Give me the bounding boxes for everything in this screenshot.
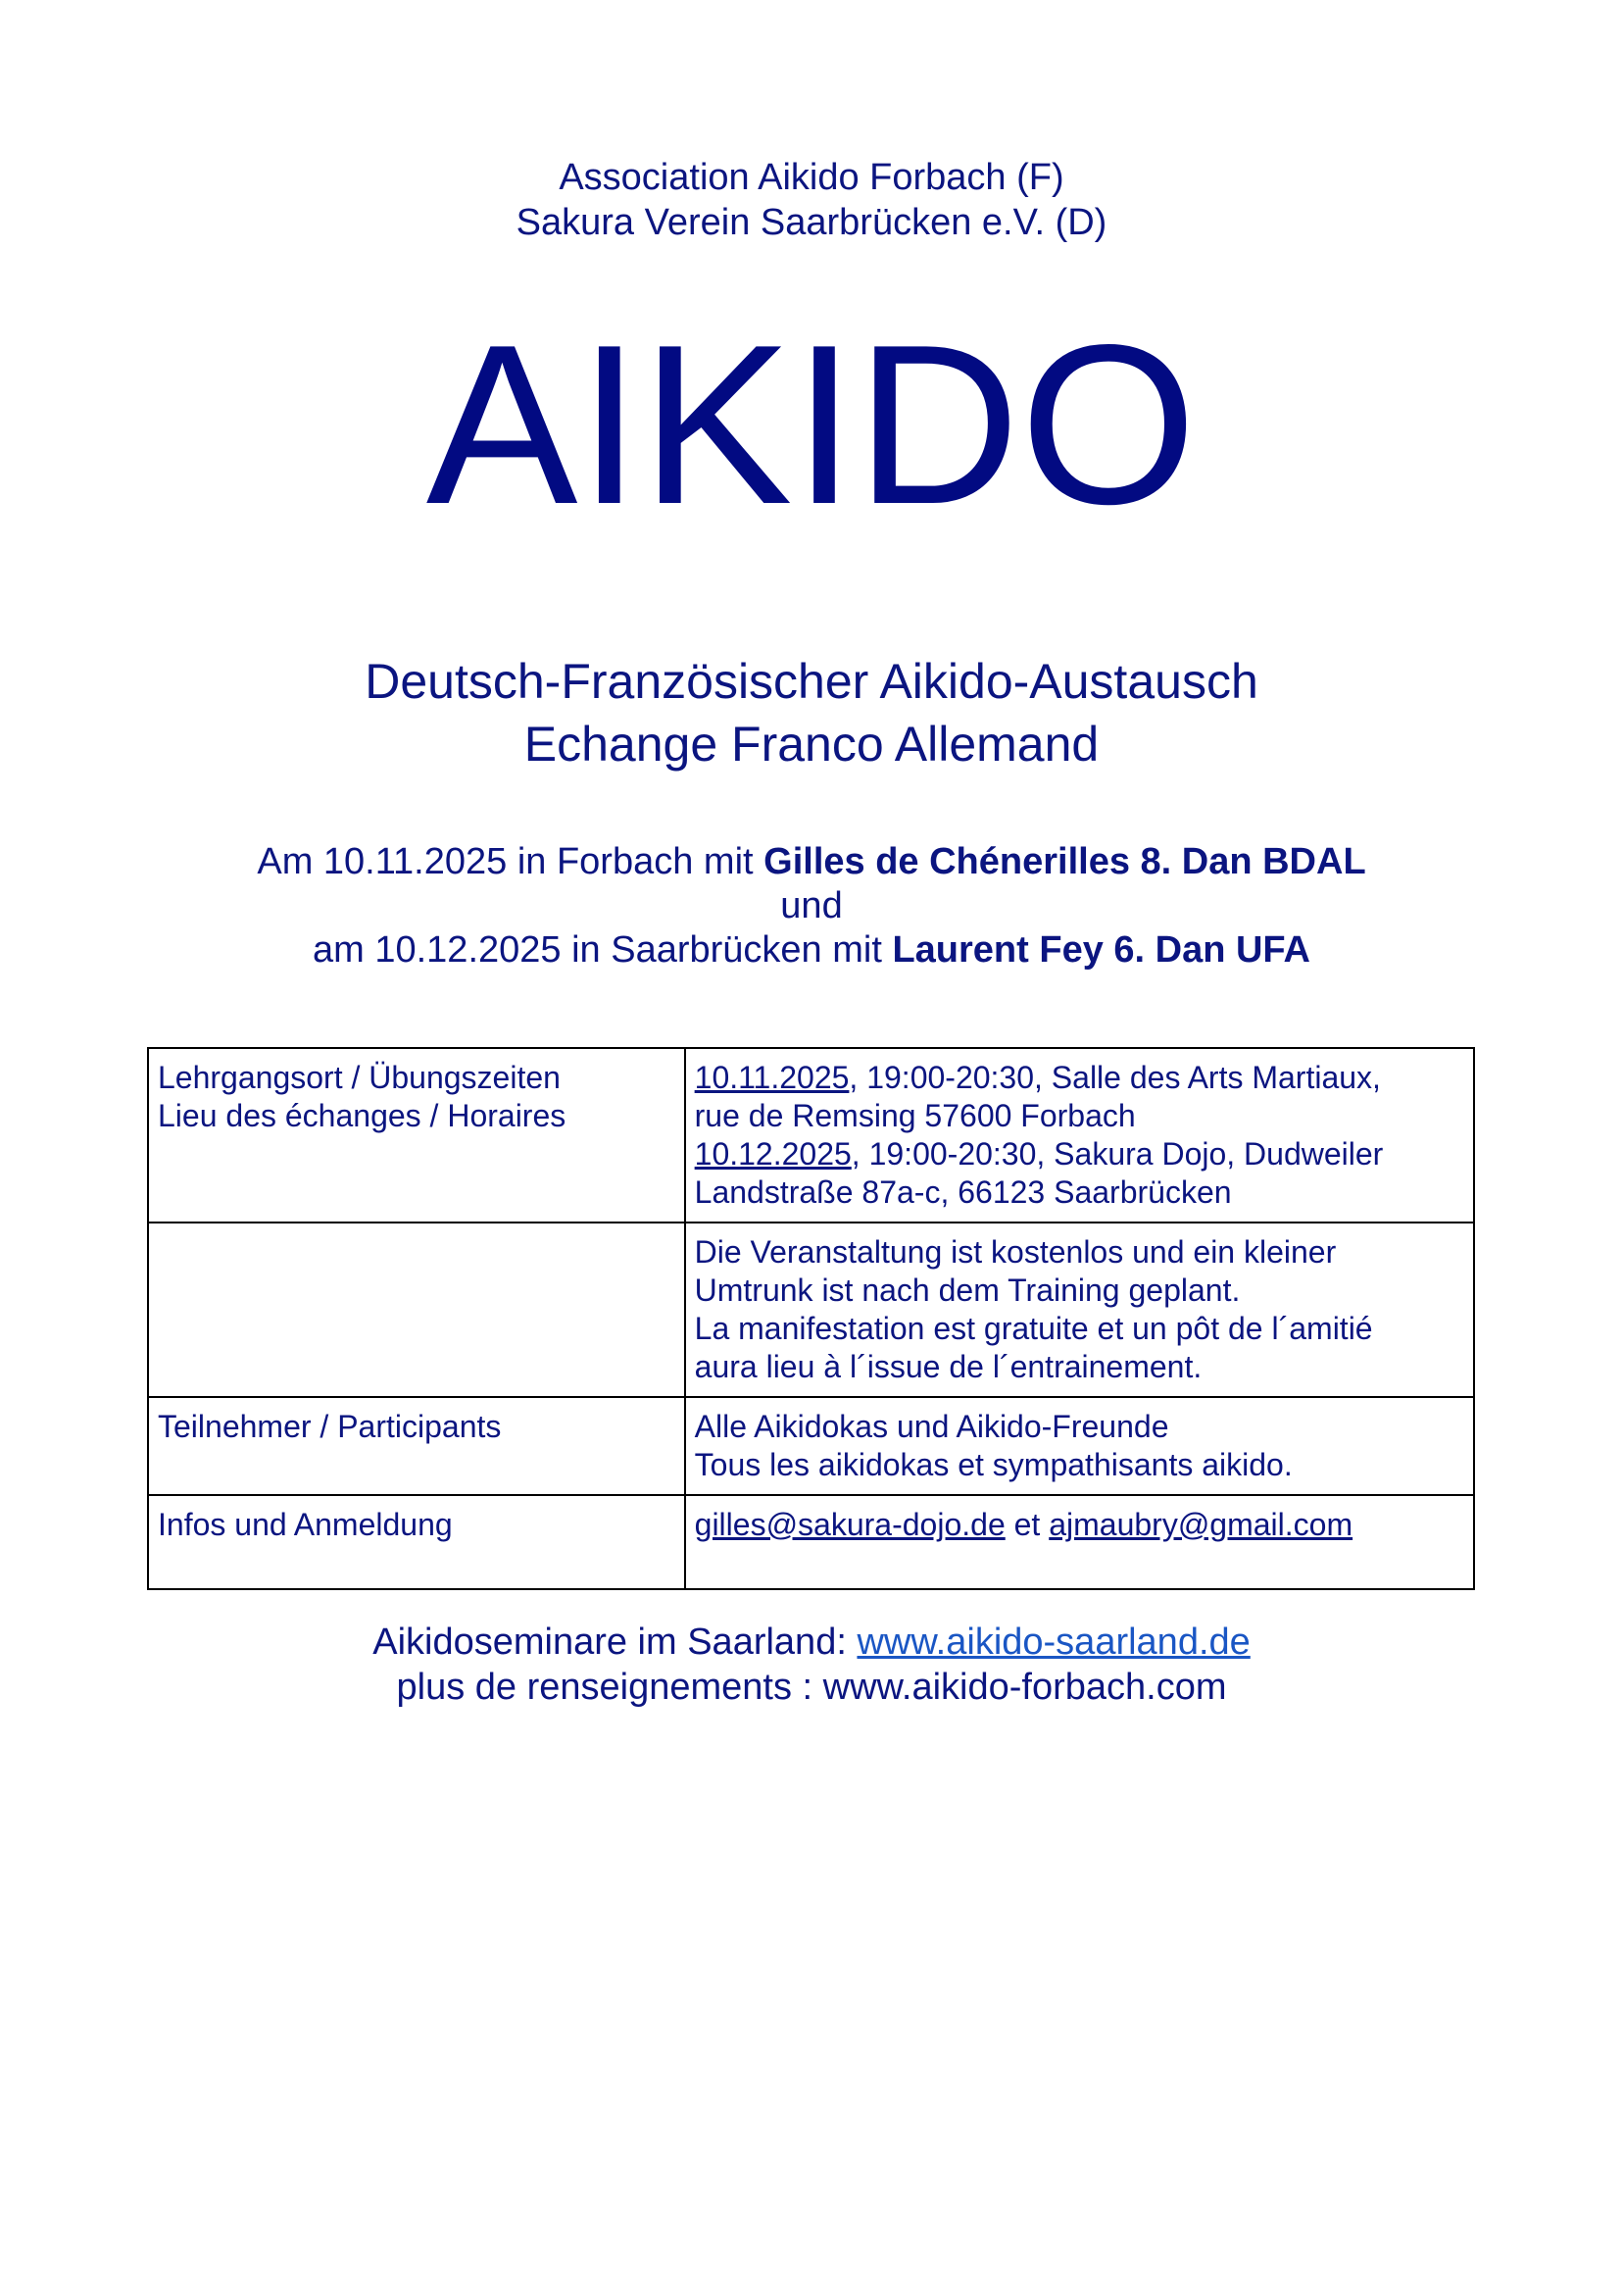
participants-value-cell: [685, 1397, 1474, 1495]
aikido-saarland-link[interactable]: www.aikido-saarland.de: [857, 1622, 1251, 1663]
table-row-cost: [148, 1223, 1474, 1397]
session-forbach-address: rue de Remsing 57600 Forbach: [694, 1098, 1136, 1133]
trainer-saarbruecken: Laurent Fey 6. Dan UFA: [892, 929, 1310, 971]
date-line-saarbruecken: [0, 927, 1623, 973]
cost-fr-line1: La manifestation est gratuite et un pôt de l´amitié: [694, 1311, 1373, 1346]
date-line-and: und: [780, 885, 843, 926]
location-label-de: Lehrgangsort / Übungszeiten: [158, 1060, 561, 1095]
footer-saarland-text: Aikidoseminare im Saarland:: [372, 1622, 858, 1663]
cost-de-line2: Umtrunk ist nach dem Training geplant.: [694, 1273, 1241, 1308]
footer-forbach-line: plus de renseignements : www.aikido-forbach.com: [396, 1667, 1227, 1708]
page-title: AIKIDO: [425, 298, 1198, 552]
subtitle-french: Echange Franco Allemand: [523, 717, 1100, 772]
table-row-contact: [148, 1495, 1474, 1589]
location-label-cell: [148, 1048, 685, 1223]
email-connector: et: [1005, 1507, 1050, 1542]
subtitle-german: Deutsch-Französischer Aikido-Austausch: [365, 654, 1258, 709]
session-saarbruecken-address: Landstraße 87a-c, 66123 Saarbrücken: [694, 1174, 1232, 1210]
association-forbach: Association Aikido Forbach (F): [559, 157, 1064, 198]
date-saarbruecken-text: am 10.12.2025 in Saarbrücken mit: [313, 929, 893, 971]
contact-value-cell: [685, 1495, 1474, 1589]
location-value-cell: [685, 1048, 1474, 1223]
association-saarbruecken: Sakura Verein Saarbrücken e.V. (D): [516, 202, 1107, 243]
participants-label: Teilnehmer / Participants: [148, 1397, 685, 1495]
email-ajmaubry-link[interactable]: ajmaubry@gmail.com: [1049, 1507, 1353, 1542]
session-forbach-date: 10.11.2025: [694, 1060, 850, 1095]
participants-de: Alle Aikidokas und Aikido-Freunde: [694, 1409, 1169, 1444]
participants-fr: Tous les aikidokas et sympathisants aikido.: [694, 1447, 1293, 1482]
footer-saarland-line: [0, 1620, 1623, 1665]
session-forbach-time: , 19:00-20:30, Salle des Arts Martiaux,: [849, 1060, 1381, 1095]
cost-de-line1: Die Veranstaltung ist kostenlos und ein kleiner: [694, 1234, 1337, 1270]
trainer-forbach: Gilles de Chénerilles 8. Dan BDAL: [763, 841, 1366, 882]
table-row-participants: [148, 1397, 1474, 1495]
cost-value-cell: [685, 1223, 1474, 1397]
session-saarbruecken-date: 10.12.2025: [694, 1136, 852, 1172]
date-line-forbach: [0, 839, 1623, 884]
session-forbach-line: [695, 1059, 1464, 1097]
session-saarbruecken-line: [695, 1135, 1464, 1173]
table-row-location: [148, 1048, 1474, 1223]
cost-label-cell: [148, 1223, 685, 1397]
email-gilles-link[interactable]: gilles@sakura-dojo.de: [694, 1507, 1006, 1542]
session-saarbruecken-time: , 19:00-20:30, Sakura Dojo, Dudweiler: [851, 1136, 1384, 1172]
cost-fr-line2: aura lieu à l´issue de l´entrainement.: [694, 1349, 1203, 1384]
info-table: [147, 1047, 1475, 1590]
date-forbach-text: Am 10.11.2025 in Forbach mit: [257, 841, 764, 882]
contact-label: Infos und Anmeldung: [148, 1495, 685, 1589]
location-label-fr: Lieu des échanges / Horaires: [158, 1098, 566, 1133]
